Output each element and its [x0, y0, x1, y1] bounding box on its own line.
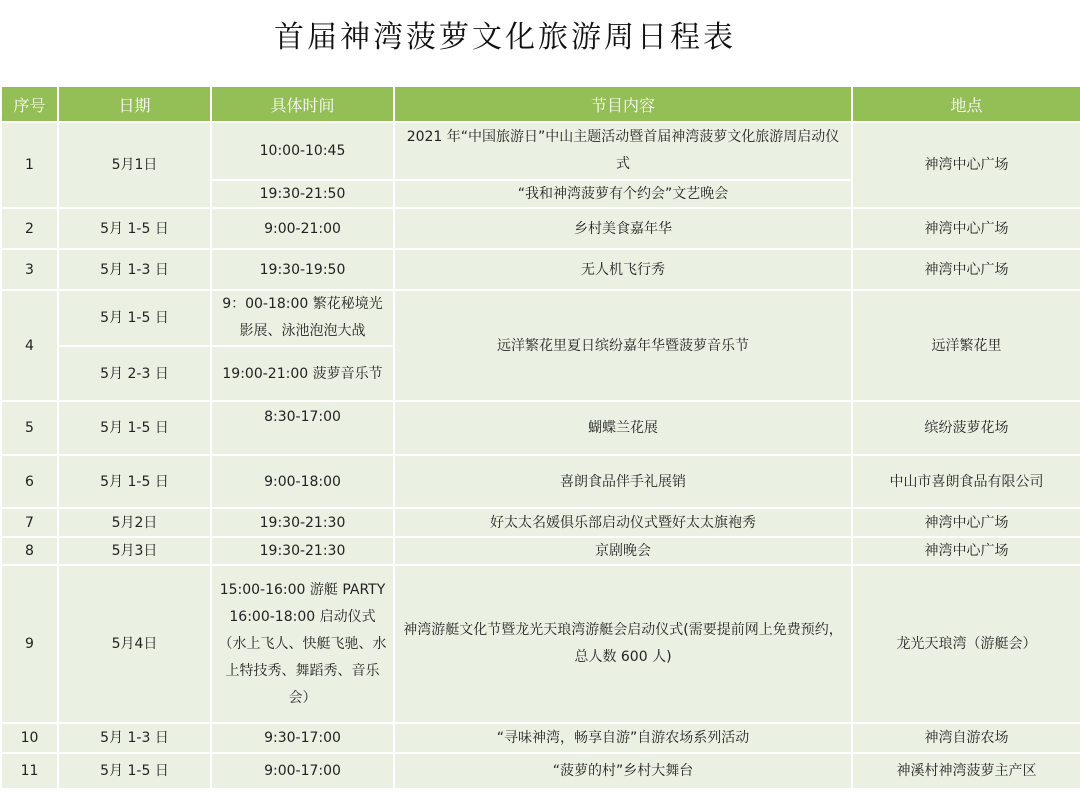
table-row — [1, 723, 1080, 753]
table-row — [1, 122, 1080, 180]
table-row — [1, 208, 1080, 249]
cell-content: 好太太名媛俱乐部启动仪式暨好太太旗袍秀 — [394, 508, 852, 537]
cell-no: 5 — [1, 401, 58, 455]
cell-no: 11 — [1, 753, 58, 789]
cell-place: 神湾中心广场 — [852, 249, 1080, 290]
cell-no: 7 — [1, 508, 58, 537]
cell-no: 6 — [1, 455, 58, 508]
table-row — [1, 401, 1080, 455]
cell-place: 神溪村神湾菠萝主产区 — [852, 753, 1080, 789]
table-row — [1, 753, 1080, 789]
cell-content: 京剧晚会 — [394, 537, 852, 565]
page-title: 首届神湾菠萝文化旅游周日程表 — [274, 20, 736, 55]
header-row — [1, 86, 1080, 122]
cell-content: 蝴蝶兰花展 — [394, 401, 852, 455]
cell-date: 5月 1-3 日 — [58, 723, 211, 753]
header-no: 序号 — [1, 86, 58, 122]
cell-no: 4 — [1, 290, 58, 401]
cell-place: 神湾中心广场 — [852, 508, 1080, 537]
cell-time: 15:00-16:00 游艇 PARTY 16:00-18:00 启动仪式（水上飞人、快艇飞驰、水上特技秀、舞蹈秀、音乐会） — [211, 565, 394, 723]
table-row — [1, 508, 1080, 537]
table-row — [1, 290, 1080, 346]
cell-no: 3 — [1, 249, 58, 290]
cell-date: 5月 1-5 日 — [58, 208, 211, 249]
cell-content: 无人机飞行秀 — [394, 249, 852, 290]
table-row — [1, 537, 1080, 565]
cell-place: 神湾中心广场 — [852, 122, 1080, 208]
cell-date: 5月 2-3 日 — [58, 346, 211, 401]
cell-place: 中山市喜朗食品有限公司 — [852, 455, 1080, 508]
table-row — [1, 455, 1080, 508]
cell-date: 5月 1-5 日 — [58, 753, 211, 789]
cell-no: 8 — [1, 537, 58, 565]
header-place: 地点 — [852, 86, 1080, 122]
cell-content: 喜朗食品伴手礼展销 — [394, 455, 852, 508]
cell-no: 1 — [1, 122, 58, 208]
cell-time: 19:00-21:00 菠萝音乐节 — [211, 346, 394, 401]
cell-date: 5月 1-5 日 — [58, 290, 211, 346]
cell-time: 10:00-10:45 — [211, 122, 394, 180]
cell-time: 9:00-17:00 — [211, 753, 394, 789]
cell-time: 19:30-19:50 — [211, 249, 394, 290]
cell-place: 远洋繁花里 — [852, 290, 1080, 401]
cell-content: 2021 年“中国旅游日”中山主题活动暨首届神湾菠萝文化旅游周启动仪式 — [394, 122, 852, 180]
table-row — [1, 565, 1080, 723]
cell-no: 10 — [1, 723, 58, 753]
cell-date: 5月 1-5 日 — [58, 455, 211, 508]
cell-no: 2 — [1, 208, 58, 249]
cell-content: 远洋繁花里夏日缤纷嘉年华暨菠萝音乐节 — [394, 290, 852, 401]
cell-time: 9：00-18:00 繁花秘境光影展、泳池泡泡大战 — [211, 290, 394, 346]
cell-time: 9:00-18:00 — [211, 455, 394, 508]
cell-content: “菠萝的村”乡村大舞台 — [394, 753, 852, 789]
cell-content: 神湾游艇文化节暨龙光天琅湾游艇会启动仪式(需要提前网上免费预约，总人数 600 人) — [394, 565, 852, 723]
cell-date: 5月4日 — [58, 565, 211, 723]
header-date: 日期 — [58, 86, 211, 122]
cell-content: “我和神湾菠萝有个约会”文艺晚会 — [394, 180, 852, 208]
cell-place: 神湾中心广场 — [852, 208, 1080, 249]
header-time: 具体时间 — [211, 86, 394, 122]
schedule-table — [0, 85, 1080, 790]
cell-place: 神湾中心广场 — [852, 537, 1080, 565]
cell-content: “寻味神湾，畅享自游”自游农场系列活动 — [394, 723, 852, 753]
table-row — [1, 249, 1080, 290]
cell-content: 乡村美食嘉年华 — [394, 208, 852, 249]
cell-date: 5月 1-5 日 — [58, 401, 211, 455]
cell-time: 19:30-21:50 — [211, 180, 394, 208]
cell-time: 19:30-21:30 — [211, 537, 394, 565]
cell-date: 5月 1-3 日 — [58, 249, 211, 290]
cell-place: 龙光天琅湾（游艇会） — [852, 565, 1080, 723]
cell-place: 神湾自游农场 — [852, 723, 1080, 753]
cell-time: 9:30-17:00 — [211, 723, 394, 753]
cell-place: 缤纷菠萝花场 — [852, 401, 1080, 455]
cell-time: 9:00-21:00 — [211, 208, 394, 249]
cell-time: 8:30-17:00 — [211, 401, 394, 455]
cell-time: 19:30-21:30 — [211, 508, 394, 537]
header-content: 节目内容 — [394, 86, 852, 122]
cell-date: 5月3日 — [58, 537, 211, 565]
cell-no: 9 — [1, 565, 58, 723]
cell-date: 5月2日 — [58, 508, 211, 537]
cell-date: 5月1日 — [58, 122, 211, 208]
